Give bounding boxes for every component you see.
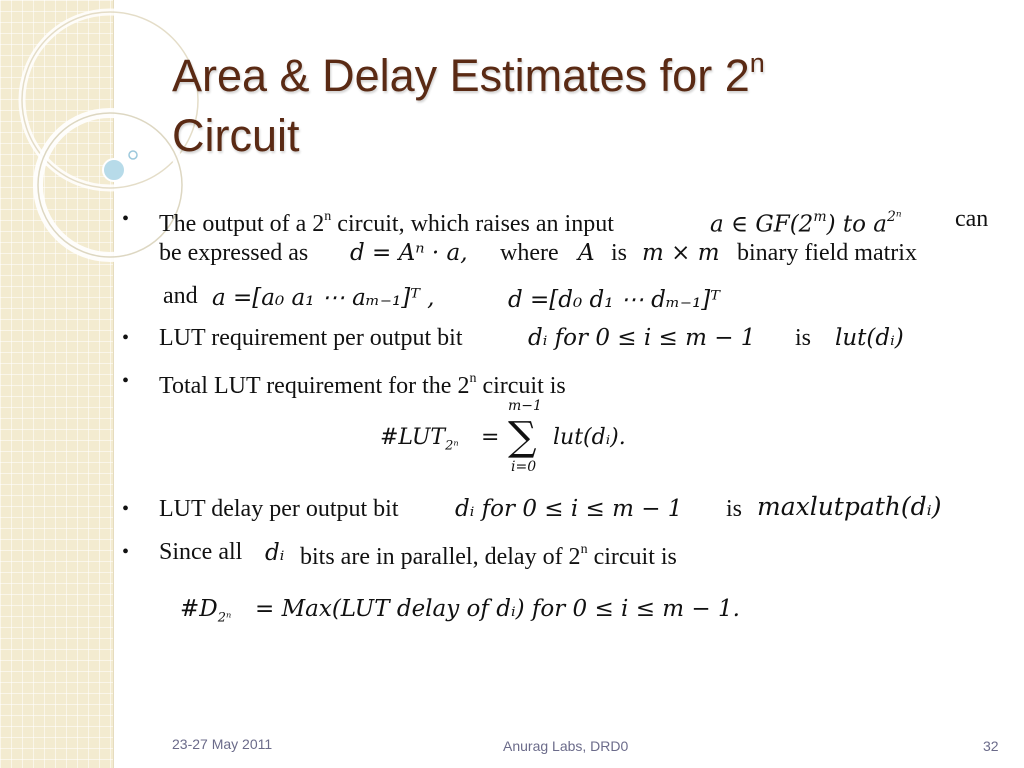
formula-di-range-delay: dᵢ for 0 ≤ i ≤ m − 1 (455, 496, 683, 522)
slide-number: 32 (983, 738, 999, 754)
equation-delay-rhs: = Max(LUT delay of dᵢ) for 0 ≤ i ≤ m − 1. (255, 596, 740, 622)
bullet-2-is: is (795, 325, 812, 351)
bullet-2: • (122, 327, 130, 349)
bullet-1-can: can (955, 206, 989, 232)
bullet-4-is: is (726, 496, 743, 522)
bullet-4: • (122, 498, 130, 520)
bullet-1: • (122, 208, 130, 230)
bullet-1-and: and (163, 283, 198, 309)
footer-org: Anurag Labs, DRD0 (503, 738, 629, 754)
formula-A: A (578, 240, 595, 266)
slide-title: Area & Delay Estimates for 2$^n$ Circuit (172, 48, 765, 161)
formula-d-equals: d = Aⁿ · a, (350, 240, 468, 266)
bullet-5: • (122, 541, 130, 563)
equation-equals: = (481, 425, 500, 450)
equation-delay-lhs: $\#D_{2^n}$ (180, 596, 232, 626)
formula-di: dᵢ (265, 540, 285, 566)
bullet-4-text: LUT delay per output bit (159, 496, 399, 522)
formula-input-field: a ∈ GF(2$^m$) to $a^{2^n}$ (710, 209, 902, 238)
bullet-5-text-a: Since all (159, 539, 243, 565)
formula-m-by-m: m × m (642, 240, 720, 266)
bullet-1-where: where (500, 240, 559, 266)
equation-total-lut-rhs: lut(dᵢ). (553, 425, 626, 450)
bullet-2-text: LUT requirement per output bit (159, 325, 463, 351)
bullet-3-text: Total LUT requirement for the 2$^n$ circuit is (159, 371, 566, 399)
sum-upper-limit: m−1 (508, 398, 542, 414)
formula-di-range: dᵢ for 0 ≤ i ≤ m − 1 (528, 325, 756, 351)
bullet-1-is: is (611, 240, 628, 266)
footer-date: 23-27 May 2011 (172, 736, 273, 752)
sum-symbol: ∑ (508, 414, 537, 460)
formula-maxlutpath: maxlutpath(dᵢ) (757, 492, 942, 521)
bullet-3: • (122, 370, 130, 392)
formula-d-vector: d =[d₀ d₁ ⋯ dₘ₋₁]ᵀ (508, 287, 720, 313)
formula-lut-di: lut(dᵢ) (835, 325, 904, 351)
bullet-1-expressed: be expressed as (159, 240, 309, 266)
sum-lower-limit: i=0 (511, 459, 537, 475)
bullet-5-text-b: bits are in parallel, delay of 2$^n$ circuit is (300, 542, 677, 570)
bullet-1-text: The output of a 2$^n$ circuit, which raises an input (159, 209, 614, 237)
formula-a-vector: a =[a₀ a₁ ⋯ aₘ₋₁]ᵀ , (212, 285, 435, 311)
bullet-1-matrix-text: binary field matrix (737, 240, 917, 266)
equation-total-lut-lhs: $\#LUT_{2^n}$ (380, 425, 459, 454)
